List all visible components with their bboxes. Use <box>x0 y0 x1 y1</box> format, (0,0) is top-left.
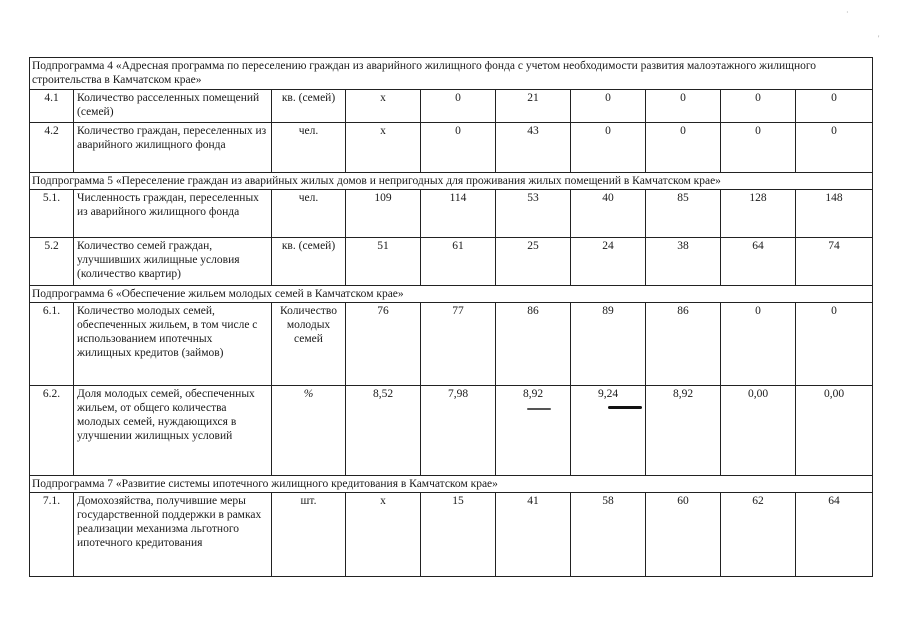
value-cell: 7,98 <box>421 386 496 476</box>
indicator-name: Количество расселенных помещений (семей) <box>74 90 272 123</box>
value-cell: 24 <box>571 238 646 286</box>
indicator-name: Количество граждан, переселенных из аварийного жилищного фонда <box>74 123 272 173</box>
value-cell: 109 <box>346 190 421 238</box>
row-number: 6.1. <box>30 303 74 386</box>
value-cell: 41 <box>496 493 571 577</box>
page-mark: · <box>846 8 849 17</box>
row-number: 4.2 <box>30 123 74 173</box>
subprogram-4-header <box>30 58 873 90</box>
value-cell: 0 <box>571 90 646 123</box>
section-title: Подпрограмма 4 «Адресная программа по переселению граждан из аварийного жилищного фонда с учетом необходимости развития малоэтажного жилищного строительства в Камчатском крае» <box>30 58 873 90</box>
subprogram-7-header <box>30 476 873 493</box>
value-cell: 62 <box>721 493 796 577</box>
indicators-table <box>29 57 873 577</box>
table-row-7-1 <box>30 493 873 577</box>
row-number: 5.2 <box>30 238 74 286</box>
value-cell: 0 <box>796 303 873 386</box>
section-title: Подпрограмма 6 «Обеспечение жильем молодых семей в Камчатском крае» <box>30 286 873 303</box>
value-cell: x <box>346 493 421 577</box>
unit-cell: % <box>272 386 346 476</box>
value-cell: 64 <box>721 238 796 286</box>
value-cell: 0 <box>646 90 721 123</box>
page-mark: ' <box>878 34 880 43</box>
value-cell: 61 <box>421 238 496 286</box>
section-title: Подпрограмма 5 «Переселение граждан из аварийных жилых домов и непригодных для проживания жилых помещений в Камчатском крае» <box>30 173 873 190</box>
value-cell: 74 <box>796 238 873 286</box>
value-cell: 38 <box>646 238 721 286</box>
value-cell: 0 <box>721 90 796 123</box>
value-cell: 86 <box>496 303 571 386</box>
indicator-name: Численность граждан, переселенных из аварийного жилищного фонда <box>74 190 272 238</box>
value-cell: 15 <box>421 493 496 577</box>
row-number: 7.1. <box>30 493 74 577</box>
value-cell: 76 <box>346 303 421 386</box>
table-row-5-2 <box>30 238 873 286</box>
row-number: 5.1. <box>30 190 74 238</box>
indicator-name: Домохозяйства, получившие меры государственной поддержки в рамках реализации механизма льготного ипотечного кредитования <box>74 493 272 577</box>
indicator-name: Количество семей граждан, улучшивших жилищные условия (количество квартир) <box>74 238 272 286</box>
unit-cell: кв. (семей) <box>272 90 346 123</box>
value-cell: 0 <box>571 123 646 173</box>
unit-cell: кв. (семей) <box>272 238 346 286</box>
table-row-4-2 <box>30 123 873 173</box>
subprogram-6-header <box>30 286 873 303</box>
value-cell: 0 <box>721 123 796 173</box>
table-row-5-1 <box>30 190 873 238</box>
value-cell: 8,52 <box>346 386 421 476</box>
unit-cell: Количество молодых семей <box>272 303 346 386</box>
value-cell: 89 <box>571 303 646 386</box>
value-cell: 0 <box>721 303 796 386</box>
value-cell: x <box>346 90 421 123</box>
value-cell: 0,00 <box>721 386 796 476</box>
value-cell: 8,92 <box>496 386 571 476</box>
value-cell: 60 <box>646 493 721 577</box>
value-cell: 0 <box>421 123 496 173</box>
unit-cell: чел. <box>272 123 346 173</box>
table-row-6-2 <box>30 386 873 476</box>
value-cell: 21 <box>496 90 571 123</box>
value-cell: 114 <box>421 190 496 238</box>
value-cell: 0 <box>421 90 496 123</box>
value-cell: 86 <box>646 303 721 386</box>
value-cell: 25 <box>496 238 571 286</box>
table-row-6-1 <box>30 303 873 386</box>
indicator-name: Количество молодых семей, обеспеченных жильем, в том числе с использованием ипотечных жилищных кредитов (займов) <box>74 303 272 386</box>
unit-cell: чел. <box>272 190 346 238</box>
value-cell: 53 <box>496 190 571 238</box>
value-cell: 85 <box>646 190 721 238</box>
row-number: 4.1 <box>30 90 74 123</box>
row-number: 6.2. <box>30 386 74 476</box>
value-cell: 0,00 <box>796 386 873 476</box>
value-cell: x <box>346 123 421 173</box>
value-cell: 64 <box>796 493 873 577</box>
value-cell: 0 <box>646 123 721 173</box>
value-cell: 128 <box>721 190 796 238</box>
scan-smudge <box>527 408 551 410</box>
value-cell: 58 <box>571 493 646 577</box>
table-row-4-1 <box>30 90 873 123</box>
value-cell: 8,92 <box>646 386 721 476</box>
value-cell: 43 <box>496 123 571 173</box>
value-cell: 148 <box>796 190 873 238</box>
value-cell: 9,24 <box>571 386 646 476</box>
section-title: Подпрограмма 7 «Развитие системы ипотечного жилищного кредитования в Камчатском крае» <box>30 476 873 493</box>
unit-cell: шт. <box>272 493 346 577</box>
value-cell: 0 <box>796 90 873 123</box>
indicator-name: Доля молодых семей, обеспеченных жильем, от общего количества молодых семей, нуждающихся в улучшении жилищных условий <box>74 386 272 476</box>
subprogram-5-header <box>30 173 873 190</box>
value-cell: 40 <box>571 190 646 238</box>
value-cell: 77 <box>421 303 496 386</box>
value-cell: 51 <box>346 238 421 286</box>
value-cell: 0 <box>796 123 873 173</box>
scan-smudge <box>608 406 642 409</box>
